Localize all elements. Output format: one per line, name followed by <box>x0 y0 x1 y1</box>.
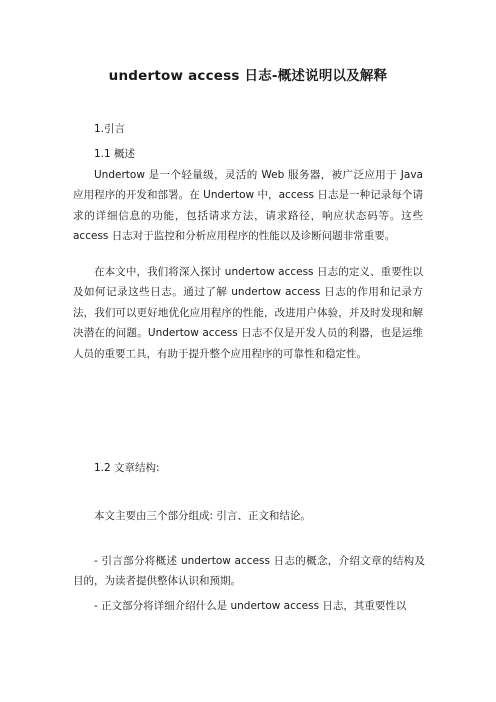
heading-overview: 1.1 概述 <box>94 148 136 160</box>
heading-introduction: 1.引言 <box>94 123 126 135</box>
list-item-body-part: - 正文部分将详细介绍什么是 undertow access 日志，其重要性以 <box>94 600 407 612</box>
paragraph-overview: Undertow 是一个轻量级，灵活的 Web 服务器，被广泛应用于 Java 应用程序的开发和部署。在 Undertow 中，access 日志是一种记录每个请求的详细信息的功能，包括请求方法，请求路径，响应状态码等。这些 access 日志对于监控和分析应用程序的性能以及诊断问题非常重要。 <box>73 169 423 243</box>
heading-article-structure: 1.2 文章结构: <box>94 462 160 474</box>
paragraph-article-intro: 在本文中，我们将深入探讨 undertow access 日志的定义、重要性以及如何记录这些日志。通过了解 undertow access 日志的作用和记录方法，我们可以更好地优化应用程序的性能，改进用户体验，并及时发现和解决潜在的问题。Undertow access 日志不仅是开发人员的利器，也是运维人员的重要工具，有助于提升整个应用程序的可靠性和稳定性。 <box>73 266 423 360</box>
paragraph-structure-summary: 本文主要由三个部分组成: 引言、正文和结论。 <box>94 510 311 522</box>
document-title: undertow access 日志-概述说明以及解释 <box>108 68 388 84</box>
list-item-introduction-part: - 引言部分将概述 undertow access 日志的概念，介绍文章的结构及目的，为读者提供整体认识和预期。 <box>73 555 425 588</box>
